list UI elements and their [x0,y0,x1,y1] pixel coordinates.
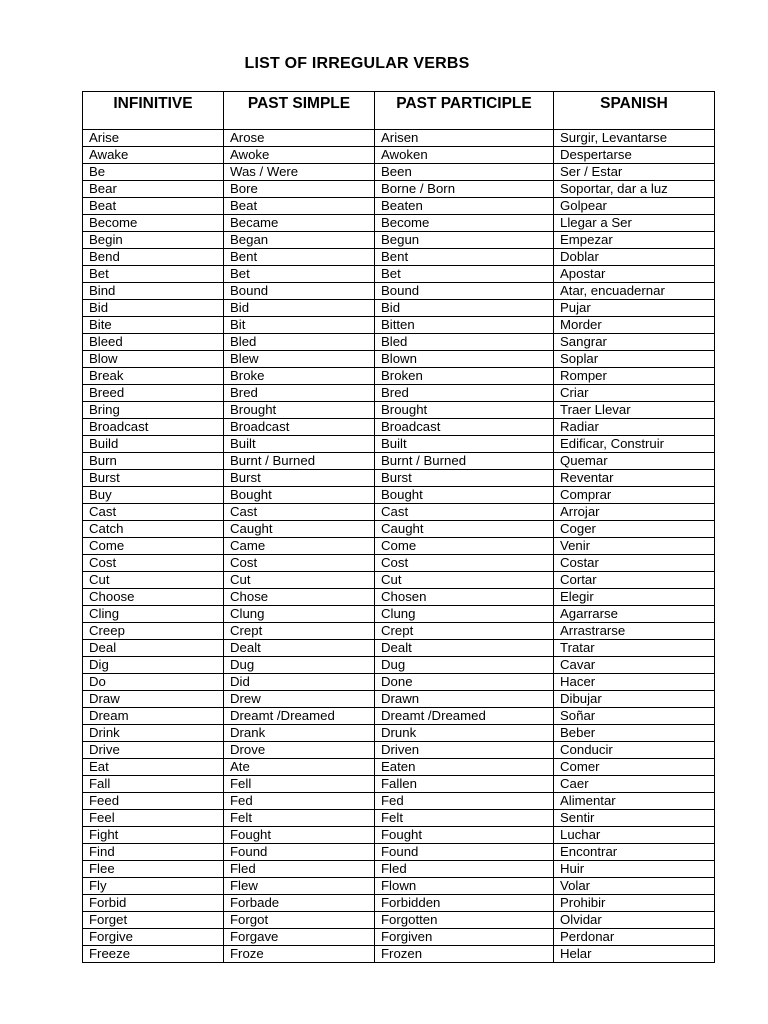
past-simple-cell: Beat [224,198,375,215]
infinitive-cell: Buy [83,487,224,504]
infinitive-cell: Eat [83,759,224,776]
past-participle-cell: Bred [375,385,554,402]
infinitive-cell: Flee [83,861,224,878]
infinitive-cell: Build [83,436,224,453]
infinitive-cell: Creep [83,623,224,640]
past-participle-cell: Become [375,215,554,232]
past-simple-cell: Cast [224,504,375,521]
spanish-cell: Dibujar [554,691,715,708]
spanish-cell: Perdonar [554,929,715,946]
past-participle-cell: Bought [375,487,554,504]
table-row [83,589,715,606]
past-participle-cell: Dealt [375,640,554,657]
past-simple-cell: Drew [224,691,375,708]
past-participle-cell: Bid [375,300,554,317]
infinitive-cell: Catch [83,521,224,538]
past-participle-cell: Brought [375,402,554,419]
past-simple-cell: Dreamt /Dreamed [224,708,375,725]
infinitive-cell: Find [83,844,224,861]
past-participle-cell: Dug [375,657,554,674]
infinitive-cell: Bend [83,249,224,266]
column-header-spanish: SPANISH [554,92,715,130]
past-simple-cell: Fled [224,861,375,878]
table-row [83,861,715,878]
past-participle-cell: Burst [375,470,554,487]
past-simple-cell: Found [224,844,375,861]
table-row [83,470,715,487]
past-participle-cell: Dreamt /Dreamed [375,708,554,725]
past-participle-cell: Borne / Born [375,181,554,198]
past-simple-cell: Bred [224,385,375,402]
spanish-cell: Sentir [554,810,715,827]
spanish-cell: Empezar [554,232,715,249]
table-row [83,725,715,742]
spanish-cell: Agarrarse [554,606,715,623]
spanish-cell: Ser / Estar [554,164,715,181]
past-participle-cell: Bent [375,249,554,266]
spanish-cell: Soplar [554,351,715,368]
past-participle-cell: Forgotten [375,912,554,929]
past-simple-cell: Forbade [224,895,375,912]
past-simple-cell: Awoke [224,147,375,164]
past-participle-cell: Crept [375,623,554,640]
infinitive-cell: Cut [83,572,224,589]
spanish-cell: Arrastrarse [554,623,715,640]
past-participle-cell: Forbidden [375,895,554,912]
past-participle-cell: Cast [375,504,554,521]
past-simple-cell: Cost [224,555,375,572]
past-simple-cell: Fell [224,776,375,793]
infinitive-cell: Blow [83,351,224,368]
infinitive-cell: Come [83,538,224,555]
infinitive-cell: Burn [83,453,224,470]
table-row [83,691,715,708]
spanish-cell: Doblar [554,249,715,266]
past-participle-cell: Bitten [375,317,554,334]
spanish-cell: Coger [554,521,715,538]
table-row [83,742,715,759]
spanish-cell: Venir [554,538,715,555]
spanish-cell: Cortar [554,572,715,589]
spanish-cell: Tratar [554,640,715,657]
past-simple-cell: Chose [224,589,375,606]
infinitive-cell: Beat [83,198,224,215]
past-simple-cell: Bore [224,181,375,198]
infinitive-cell: Broadcast [83,419,224,436]
table-row [83,436,715,453]
table-row [83,198,715,215]
spanish-cell: Despertarse [554,147,715,164]
infinitive-cell: Feed [83,793,224,810]
page-title: LIST OF IRREGULAR VERBS [244,55,470,72]
past-participle-cell: Done [375,674,554,691]
infinitive-cell: Bite [83,317,224,334]
table-row [83,844,715,861]
past-simple-cell: Came [224,538,375,555]
past-simple-cell: Felt [224,810,375,827]
infinitive-cell: Feel [83,810,224,827]
verbs-table [82,91,715,963]
table-row [83,538,715,555]
table-row [83,368,715,385]
spanish-cell: Costar [554,555,715,572]
past-simple-cell: Burnt / Burned [224,453,375,470]
past-participle-cell: Been [375,164,554,181]
past-simple-cell: Bound [224,283,375,300]
infinitive-cell: Do [83,674,224,691]
past-participle-cell: Clung [375,606,554,623]
infinitive-cell: Cling [83,606,224,623]
table-row [83,759,715,776]
column-header-past-participle: PAST PARTICIPLE [375,92,554,130]
infinitive-cell: Fly [83,878,224,895]
past-participle-cell: Chosen [375,589,554,606]
past-participle-cell: Blown [375,351,554,368]
table-row [83,266,715,283]
past-simple-cell: Dug [224,657,375,674]
table-row [83,572,715,589]
spanish-cell: Atar, encuadernar [554,283,715,300]
past-simple-cell: Fought [224,827,375,844]
infinitive-cell: Deal [83,640,224,657]
spanish-cell: Caer [554,776,715,793]
spanish-cell: Prohibir [554,895,715,912]
past-simple-cell: Became [224,215,375,232]
table-row [83,912,715,929]
infinitive-cell: Bear [83,181,224,198]
table-row [83,487,715,504]
spanish-cell: Comer [554,759,715,776]
spanish-cell: Criar [554,385,715,402]
table-row [83,827,715,844]
past-participle-cell: Caught [375,521,554,538]
past-participle-cell: Drawn [375,691,554,708]
spanish-cell: Huir [554,861,715,878]
table-row [83,402,715,419]
past-simple-cell: Built [224,436,375,453]
past-simple-cell: Forgot [224,912,375,929]
past-simple-cell: Clung [224,606,375,623]
column-header-past-simple: PAST SIMPLE [224,92,375,130]
table-row [83,283,715,300]
past-participle-cell: Eaten [375,759,554,776]
past-participle-cell: Broken [375,368,554,385]
column-header-infinitive: INFINITIVE [83,92,224,130]
infinitive-cell: Bring [83,402,224,419]
table-row [83,674,715,691]
past-participle-cell: Bound [375,283,554,300]
past-participle-cell: Beaten [375,198,554,215]
spanish-cell: Conducir [554,742,715,759]
table-row [83,606,715,623]
past-participle-cell: Cut [375,572,554,589]
past-simple-cell: Dealt [224,640,375,657]
table-row [83,300,715,317]
table-row [83,334,715,351]
past-simple-cell: Began [224,232,375,249]
infinitive-cell: Drink [83,725,224,742]
infinitive-cell: Forbid [83,895,224,912]
spanish-cell: Olvidar [554,912,715,929]
past-simple-cell: Bent [224,249,375,266]
spanish-cell: Hacer [554,674,715,691]
infinitive-cell: Begin [83,232,224,249]
table-row [83,504,715,521]
table-body [83,130,715,963]
spanish-cell: Volar [554,878,715,895]
spanish-cell: Morder [554,317,715,334]
spanish-cell: Apostar [554,266,715,283]
infinitive-cell: Be [83,164,224,181]
infinitive-cell: Drive [83,742,224,759]
table-row [83,555,715,572]
spanish-cell: Soportar, dar a luz [554,181,715,198]
past-participle-cell: Driven [375,742,554,759]
table-header-row [83,92,715,130]
spanish-cell: Comprar [554,487,715,504]
past-participle-cell: Built [375,436,554,453]
spanish-cell: Cavar [554,657,715,674]
past-simple-cell: Drank [224,725,375,742]
table-row [83,946,715,963]
past-simple-cell: Flew [224,878,375,895]
spanish-cell: Encontrar [554,844,715,861]
infinitive-cell: Awake [83,147,224,164]
table-row [83,878,715,895]
spanish-cell: Beber [554,725,715,742]
past-participle-cell: Bled [375,334,554,351]
table-row [83,385,715,402]
infinitive-cell: Bet [83,266,224,283]
past-simple-cell: Burst [224,470,375,487]
infinitive-cell: Dig [83,657,224,674]
past-participle-cell: Cost [375,555,554,572]
infinitive-cell: Break [83,368,224,385]
past-simple-cell: Drove [224,742,375,759]
infinitive-cell: Fall [83,776,224,793]
past-simple-cell: Brought [224,402,375,419]
past-participle-cell: Felt [375,810,554,827]
spanish-cell: Romper [554,368,715,385]
past-simple-cell: Fed [224,793,375,810]
table-row [83,181,715,198]
infinitive-cell: Become [83,215,224,232]
past-simple-cell: Forgave [224,929,375,946]
past-simple-cell: Bid [224,300,375,317]
past-simple-cell: Ate [224,759,375,776]
past-participle-cell: Flown [375,878,554,895]
spanish-cell: Radiar [554,419,715,436]
past-simple-cell: Crept [224,623,375,640]
table-row [83,130,715,147]
past-simple-cell: Arose [224,130,375,147]
infinitive-cell: Arise [83,130,224,147]
past-participle-cell: Fought [375,827,554,844]
table-row [83,215,715,232]
past-participle-cell: Begun [375,232,554,249]
table-row [83,623,715,640]
table-row [83,929,715,946]
past-simple-cell: Froze [224,946,375,963]
spanish-cell: Soñar [554,708,715,725]
table-row [83,708,715,725]
infinitive-cell: Fight [83,827,224,844]
spanish-cell: Llegar a Ser [554,215,715,232]
past-participle-cell: Burnt / Burned [375,453,554,470]
past-simple-cell: Caught [224,521,375,538]
spanish-cell: Quemar [554,453,715,470]
past-participle-cell: Bet [375,266,554,283]
spanish-cell: Traer Llevar [554,402,715,419]
infinitive-cell: Breed [83,385,224,402]
past-participle-cell: Drunk [375,725,554,742]
table-row [83,521,715,538]
past-participle-cell: Found [375,844,554,861]
past-simple-cell: Bet [224,266,375,283]
past-participle-cell: Forgiven [375,929,554,946]
past-participle-cell: Frozen [375,946,554,963]
past-simple-cell: Bled [224,334,375,351]
table-row [83,895,715,912]
table-row [83,657,715,674]
past-participle-cell: Fled [375,861,554,878]
spanish-cell: Alimentar [554,793,715,810]
past-simple-cell: Bit [224,317,375,334]
infinitive-cell: Draw [83,691,224,708]
spanish-cell: Sangrar [554,334,715,351]
infinitive-cell: Freeze [83,946,224,963]
spanish-cell: Luchar [554,827,715,844]
spanish-cell: Edificar, Construir [554,436,715,453]
infinitive-cell: Bleed [83,334,224,351]
infinitive-cell: Bind [83,283,224,300]
past-simple-cell: Did [224,674,375,691]
table-row [83,317,715,334]
past-participle-cell: Fallen [375,776,554,793]
table-row [83,351,715,368]
infinitive-cell: Burst [83,470,224,487]
table-row [83,776,715,793]
past-participle-cell: Broadcast [375,419,554,436]
infinitive-cell: Choose [83,589,224,606]
infinitive-cell: Bid [83,300,224,317]
table-row [83,249,715,266]
table-row [83,147,715,164]
table-row [83,453,715,470]
past-simple-cell: Bought [224,487,375,504]
spanish-cell: Helar [554,946,715,963]
table-row [83,232,715,249]
past-simple-cell: Was / Were [224,164,375,181]
spanish-cell: Reventar [554,470,715,487]
infinitive-cell: Dream [83,708,224,725]
past-participle-cell: Come [375,538,554,555]
spanish-cell: Arrojar [554,504,715,521]
infinitive-cell: Cost [83,555,224,572]
past-simple-cell: Broadcast [224,419,375,436]
past-simple-cell: Broke [224,368,375,385]
spanish-cell: Golpear [554,198,715,215]
infinitive-cell: Forget [83,912,224,929]
table-row [83,640,715,657]
past-participle-cell: Arisen [375,130,554,147]
table-row [83,793,715,810]
past-simple-cell: Cut [224,572,375,589]
spanish-cell: Surgir, Levantarse [554,130,715,147]
past-participle-cell: Fed [375,793,554,810]
past-participle-cell: Awoken [375,147,554,164]
spanish-cell: Elegir [554,589,715,606]
infinitive-cell: Cast [83,504,224,521]
table-row [83,164,715,181]
table-row [83,419,715,436]
spanish-cell: Pujar [554,300,715,317]
past-simple-cell: Blew [224,351,375,368]
infinitive-cell: Forgive [83,929,224,946]
table-row [83,810,715,827]
